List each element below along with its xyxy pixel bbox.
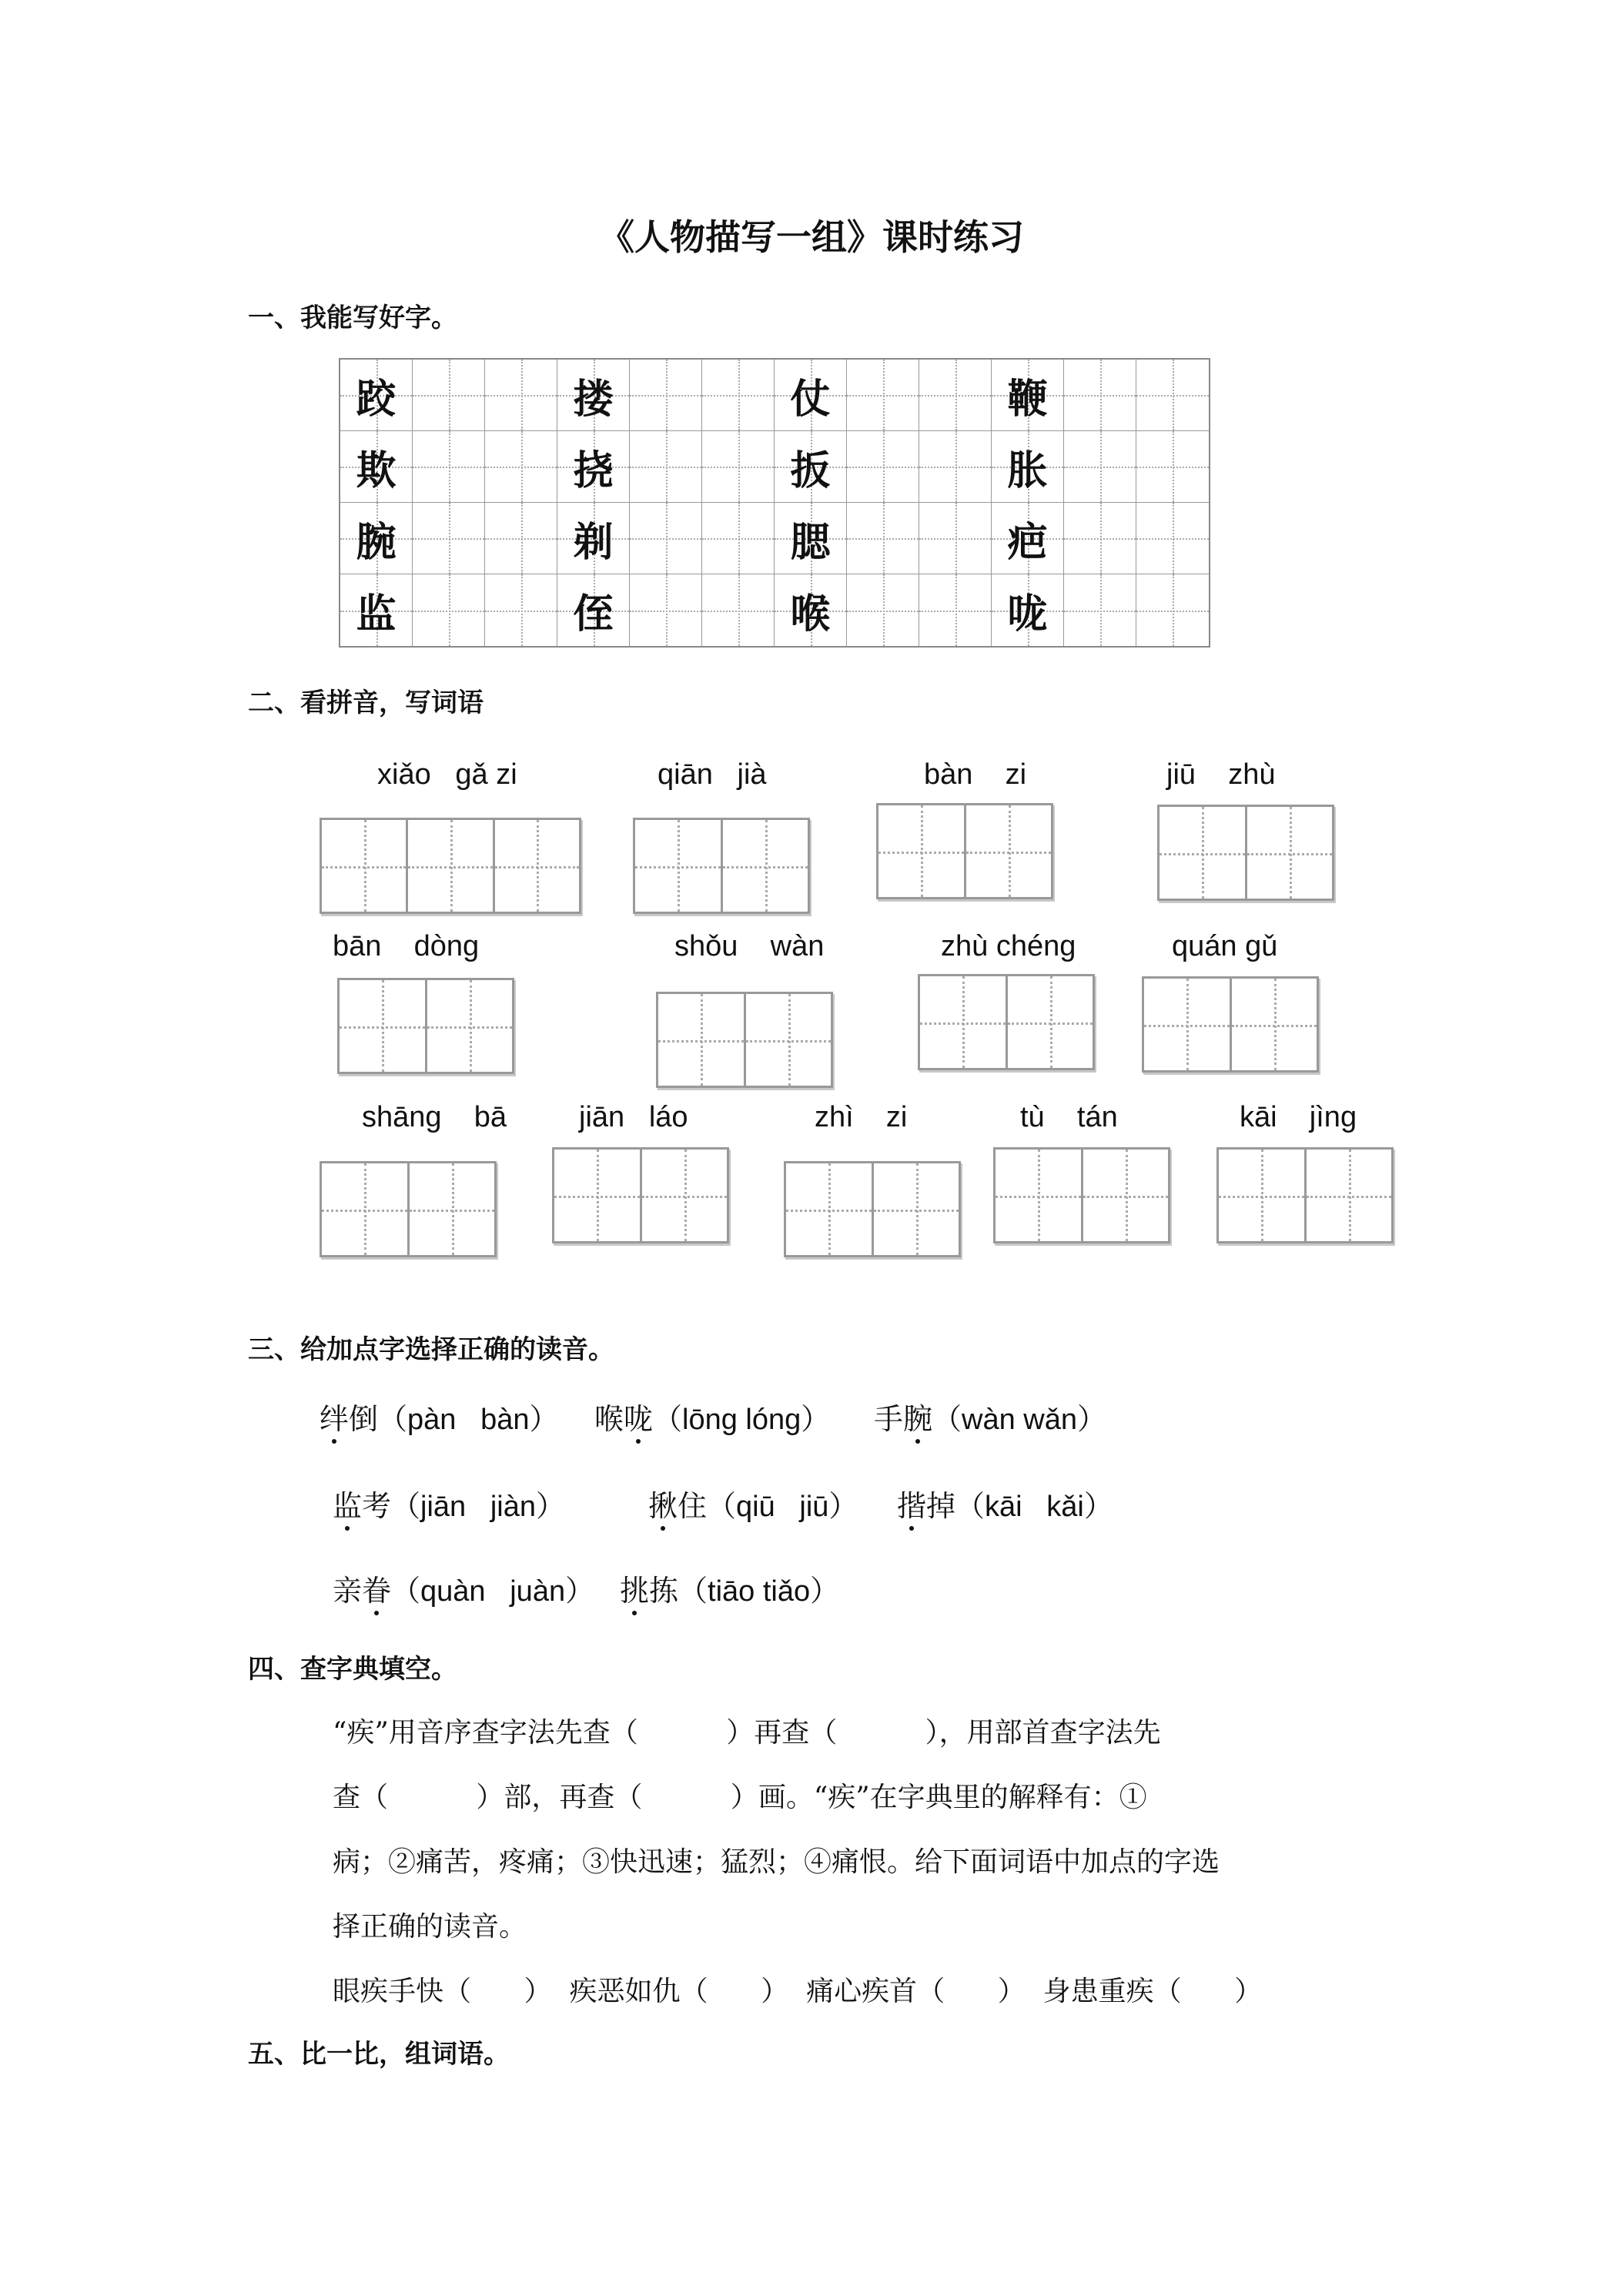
answer-box[interactable] — [552, 1147, 729, 1243]
word-rest: 考 — [362, 1489, 392, 1523]
model-character-cell — [775, 360, 847, 431]
writing-cell[interactable] — [1064, 360, 1136, 431]
model-character: 胀 — [1007, 447, 1048, 494]
section4-heading: 四、查字典填空。 — [248, 1654, 457, 1685]
writing-cell[interactable] — [702, 574, 775, 646]
writing-cell[interactable] — [630, 431, 702, 503]
writing-cell[interactable] — [485, 431, 557, 503]
writing-cell[interactable] — [919, 574, 992, 646]
pinyin-label: xiǎo gǎ zi — [377, 758, 517, 791]
model-character: 鞭 — [1007, 375, 1048, 423]
reading-choice-item — [648, 1482, 858, 1525]
model-character-cell — [992, 360, 1064, 431]
section2-heading: 二、看拼音，写词语 — [248, 688, 484, 718]
writing-cell[interactable] — [630, 360, 702, 431]
pinyin-label: quán gǔ — [1172, 930, 1278, 962]
model-character: 跤 — [356, 375, 397, 423]
pinyin-label: tù tán — [1020, 1101, 1118, 1133]
dotted-char: 眷 — [362, 1574, 392, 1608]
model-character: 搂 — [573, 375, 614, 423]
model-character-cell — [340, 503, 413, 574]
model-character: 剃 — [573, 518, 614, 566]
writing-cell[interactable] — [1136, 431, 1209, 503]
model-character-cell — [992, 431, 1064, 503]
dotted-char: 揪 — [648, 1489, 678, 1523]
word-rest: 拣 — [649, 1574, 679, 1608]
model-character-cell — [775, 574, 847, 646]
writing-cell[interactable] — [919, 431, 992, 503]
writing-cell[interactable] — [630, 503, 702, 574]
word-rest: 掉 — [926, 1489, 956, 1523]
reading-choice-item — [874, 1395, 1106, 1438]
model-character: 喉 — [790, 591, 831, 638]
character-writing-grid — [339, 358, 1210, 648]
answer-box[interactable] — [876, 803, 1053, 899]
pinyin-label: bān dòng — [333, 930, 480, 962]
writing-cell[interactable] — [413, 431, 485, 503]
pinyin-options: （wàn wǎn） — [932, 1404, 1107, 1436]
writing-cell[interactable] — [1064, 431, 1136, 503]
answer-box[interactable] — [784, 1161, 961, 1257]
model-character-cell — [340, 360, 413, 431]
writing-cell[interactable] — [847, 574, 919, 646]
model-character: 欺 — [356, 447, 397, 494]
model-character-cell — [340, 574, 413, 646]
model-character-cell — [557, 360, 630, 431]
answer-box[interactable] — [633, 818, 810, 914]
pinyin-label: bàn zi — [924, 758, 1027, 791]
pinyin-options: （tiāo tiǎo） — [678, 1575, 840, 1608]
answer-box[interactable] — [993, 1147, 1170, 1243]
pinyin-label: shāng bā — [362, 1101, 507, 1133]
model-character: 腮 — [790, 518, 831, 566]
pinyin-label: zhì zi — [815, 1101, 908, 1133]
pinyin-options: （kāi kǎi） — [955, 1491, 1113, 1523]
dictionary-text-line: 择正确的读音。 — [333, 1911, 527, 1943]
writing-cell[interactable] — [1064, 574, 1136, 646]
writing-cell[interactable] — [413, 574, 485, 646]
pinyin-options: （qiū jiū） — [707, 1491, 858, 1523]
pinyin-options: （jiān jiàn） — [391, 1491, 566, 1523]
answer-box[interactable] — [337, 978, 514, 1074]
model-character: 监 — [356, 591, 397, 638]
pinyin-label: jiū zhù — [1166, 758, 1276, 791]
word-rest: 倒 — [349, 1402, 379, 1436]
writing-cell[interactable] — [1136, 574, 1209, 646]
answer-box[interactable] — [1142, 976, 1319, 1073]
model-character-cell — [775, 431, 847, 503]
section5-heading: 五、比一比，组词语。 — [248, 2039, 510, 2070]
model-character-cell — [340, 431, 413, 503]
pinyin-label: shǒu wàn — [674, 930, 825, 962]
writing-cell[interactable] — [702, 431, 775, 503]
writing-cell[interactable] — [413, 503, 485, 574]
writing-cell[interactable] — [1064, 503, 1136, 574]
word-rest: 住 — [678, 1489, 708, 1523]
reading-choice-item — [333, 1567, 594, 1609]
pinyin-label: zhù chéng — [941, 930, 1076, 962]
word-pre: 手 — [874, 1402, 904, 1436]
answer-box[interactable] — [1216, 1147, 1394, 1243]
writing-cell[interactable] — [847, 431, 919, 503]
writing-cell[interactable] — [485, 574, 557, 646]
model-character-cell — [557, 431, 630, 503]
reading-choice-item — [620, 1567, 839, 1609]
answer-box[interactable] — [656, 992, 833, 1088]
model-character: 咙 — [1007, 591, 1048, 638]
page-title: 《人物描写一组》课时练习 — [599, 216, 1024, 258]
writing-cell[interactable] — [919, 360, 992, 431]
dotted-char: 咙 — [624, 1402, 654, 1436]
pinyin-options: （pàn bàn） — [378, 1404, 559, 1436]
model-character-cell — [992, 503, 1064, 574]
reading-choice-item — [594, 1395, 830, 1438]
pinyin-options: （quàn juàn） — [391, 1575, 595, 1608]
model-character: 疤 — [1007, 518, 1048, 566]
pinyin-label: qiān jià — [658, 758, 767, 791]
dictionary-answer-line: 眼疾手快（ ） 疾恶如仇（ ） 痛心疾首（ ） 身患重疾（ ） — [333, 1976, 1263, 2007]
dictionary-text-line: 病；②痛苦，疼痛；③快迅速；猛烈；④痛恨。给下面词语中加点的字选 — [333, 1846, 1220, 1878]
dictionary-text-line: 查（ ）部，再查（ ）画。“疾”在字典里的解释有：① — [333, 1782, 1147, 1813]
dotted-char: 揩 — [897, 1489, 927, 1523]
dotted-char: 挑 — [620, 1574, 650, 1608]
pinyin-options: （lōng lóng） — [653, 1404, 831, 1436]
model-character: 侄 — [573, 591, 614, 638]
model-character-cell — [557, 503, 630, 574]
word-pre: 喉 — [594, 1402, 624, 1436]
writing-cell[interactable] — [847, 360, 919, 431]
pinyin-label: kāi jìng — [1240, 1101, 1357, 1133]
answer-box[interactable] — [320, 818, 581, 914]
writing-cell[interactable] — [1136, 503, 1209, 574]
writing-cell[interactable] — [413, 360, 485, 431]
dictionary-text-line: “疾”用音序查字法先查（ ）再查（ ），用部首查字法先 — [333, 1717, 1161, 1749]
model-character: 挠 — [573, 447, 614, 494]
writing-cell[interactable] — [847, 503, 919, 574]
dotted-char: 绊 — [320, 1402, 350, 1436]
reading-choice-item — [897, 1482, 1113, 1525]
reading-choice-item — [320, 1395, 559, 1438]
writing-cell[interactable] — [702, 503, 775, 574]
model-character-cell — [992, 574, 1064, 646]
writing-cell[interactable] — [485, 360, 557, 431]
section3-heading: 三、给加点字选择正确的读音。 — [248, 1334, 614, 1365]
dotted-char: 监 — [333, 1489, 363, 1523]
answer-box[interactable] — [918, 974, 1095, 1070]
dotted-char: 腕 — [903, 1402, 933, 1436]
model-character: 扳 — [790, 447, 831, 494]
section1-heading: 一、我能写好字。 — [248, 303, 457, 333]
writing-cell[interactable] — [485, 503, 557, 574]
model-character-cell — [557, 574, 630, 646]
pinyin-label: jiān láo — [579, 1101, 688, 1133]
model-character: 腕 — [356, 518, 397, 566]
writing-cell[interactable] — [630, 574, 702, 646]
writing-cell[interactable] — [919, 503, 992, 574]
writing-cell[interactable] — [702, 360, 775, 431]
answer-box[interactable] — [320, 1161, 497, 1257]
answer-box[interactable] — [1157, 805, 1334, 901]
model-character: 仗 — [790, 375, 831, 423]
reading-choice-item — [333, 1482, 565, 1525]
word-pre: 亲 — [333, 1574, 363, 1608]
model-character-cell — [775, 503, 847, 574]
writing-cell[interactable] — [1136, 360, 1209, 431]
